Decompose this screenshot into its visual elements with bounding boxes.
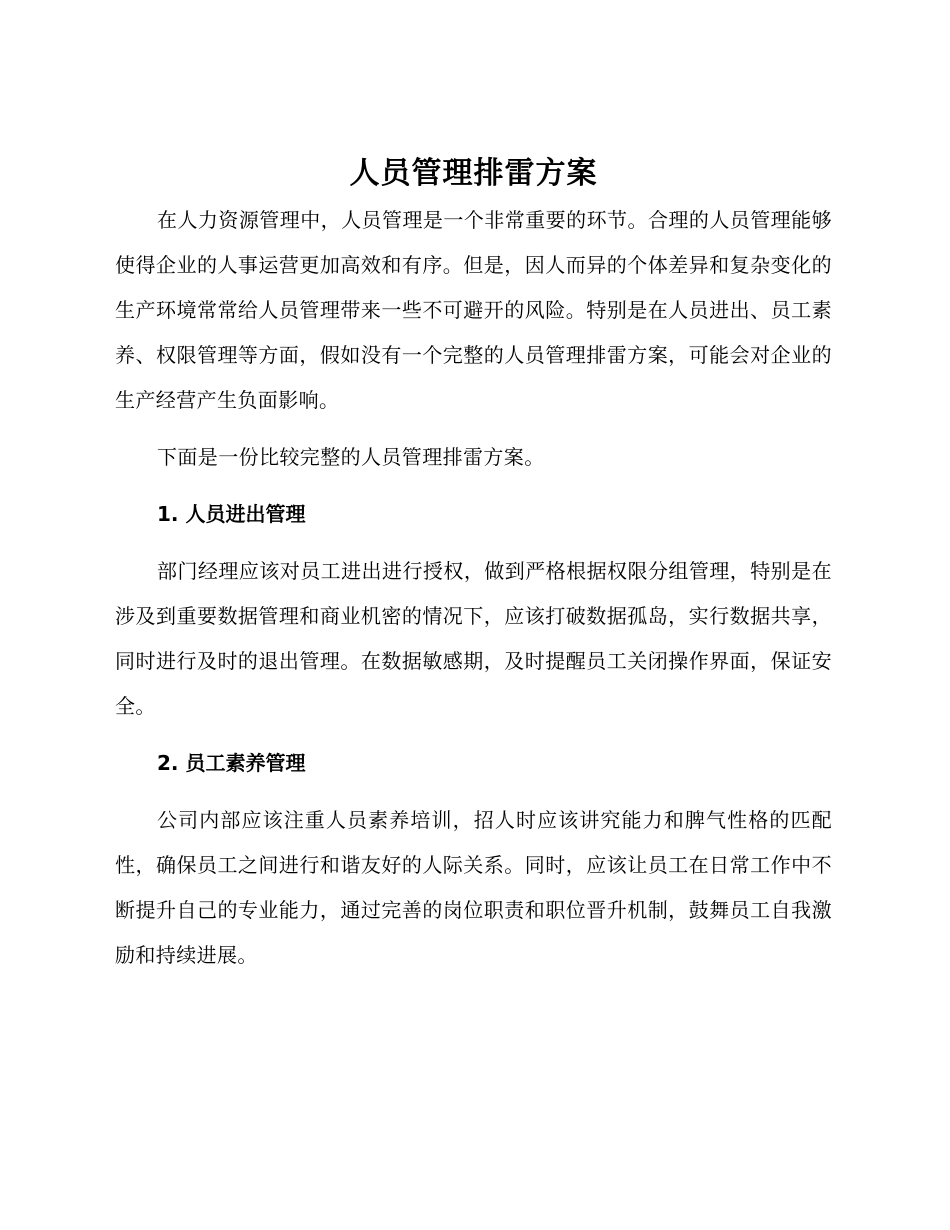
section-body: 公司内部应该注重人员素养培训，招人时应该讲究能力和脾气性格的匹配性，确保员工之间进行和谐友好的人际关系。同时，应该让员工在日常工作中不断提升自己的专业能力，通过完善的岗位职责和职位晋升机制，鼓舞员工自我激励和持续进展。 bbox=[115, 808, 832, 967]
document-title: 人员管理排雷方案 bbox=[349, 156, 598, 191]
lead-paragraph: 下面是一份比较完整的人员管理排雷方案。 bbox=[157, 445, 545, 469]
section-heading: 1. 人员进出管理 bbox=[157, 502, 306, 526]
section-personnel-access bbox=[115, 492, 832, 729]
intro-paragraph: 在人力资源管理中，人员管理是一个非常重要的环节。合理的人员管理能够使得企业的人事运营更加高效和有序。但是，因人而异的个体差异和复杂变化的生产环境常常给人员管理带来一些不可避开的风险。特别是在人员进出、员工素养、权限管理等方面，假如没有一个完整的人员管理排雷方案，可能会对企业的生产经营产生负面影响。 bbox=[115, 208, 832, 412]
section-heading: 2. 员工素养管理 bbox=[157, 751, 306, 775]
section-body: 部门经理应该对员工进出进行授权，做到严格根据权限分组管理，特别是在涉及到重要数据管理和商业机密的情况下，应该打破数据孤岛，实行数据共享，同时进行及时的退出管理。在数据敏感期，及时提醒员工关闭操作界面，保证安全。 bbox=[115, 559, 832, 718]
section-employee-quality bbox=[115, 741, 832, 978]
